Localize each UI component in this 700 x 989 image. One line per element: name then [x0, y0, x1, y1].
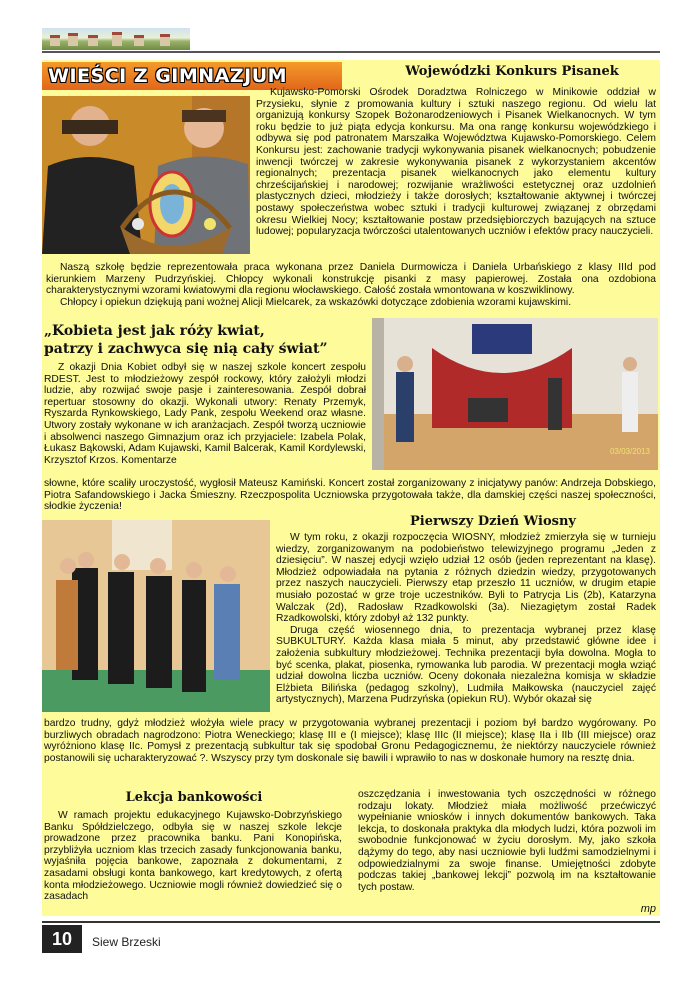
article2-full-width	[44, 478, 656, 513]
article4-paragraph-1: W ramach projektu edukacyjnego Kujawsko-Dobrzyńskiego Banku Spółdzielczego, odbyła się w naszej szkole lekcje prowadzone przez pracownika banku. Pani Konopińska, przybliżyła uczniom klas trzecich zasady funkcjonowania banku, wyjaśniła pojęcia bankowe, zapoznała z dokumentami, z zasadami obsługi konta bankowego, kart kredytowych, z ofertą konta młodzieżowego. Uczniowie mogli również dowiedzieć się o zasadach	[44, 810, 342, 903]
magazine-name: Siew Brzeski	[92, 935, 161, 949]
photo-date: 03/03/2013	[609, 447, 650, 456]
article4-right-column	[358, 789, 656, 893]
article3-full-width	[44, 718, 656, 764]
article2-paragraph-1: Z okazji Dnia Kobiet odbył się w naszej szkole koncert zespołu RDEST. Jest to młodzieżowy zespół rockowy, który założyli młodzi ludzie, aby rozwijać swoje pasje i zainteresowania. Zespół dobrał repertuar stosowny do okazji. Wykonali utwory: Renaty Przemyk, Ryszarda Rynkowskiego, Lady Pank, zespołu Weekend oraz własne. Utwory zostały wykonane w ich aranżacjach. Zespół tworzą uczniowie i absolwenci naszego Gimnazjum oraz ich przyjaciele: Izabela Polak, Łukasz Bąkowski, Adam Kujawski, Kamil Balcerak, Kamil Kordylewski, Krzysztof Krzos. Komentarze	[44, 362, 366, 466]
article2-paragraph-2: słowne, które scaliły uroczystość, wygłosił Mateusz Kamiński. Koncert został zorganizowany z inicjatywy panów: Andrzeja Dobskiego, Piotra Safandowskiego i Jacka Śmieszny. Rzeczpospolita Uczniowska przygotowała także, dla damskiej części naszej społeczności, słodkie życzenia!	[44, 478, 656, 513]
article2-title-line1: „Kobieta jest jak róży kwiat,	[44, 323, 265, 339]
article2-title-line2: patrzy i zachwyca się nią cały świat”	[44, 341, 328, 357]
article3-paragraph-2: Druga część wiosennego dnia, to prezentacja wybranej przez klasę SUBKULTURY. Każda klasa miała 5 minut, aby przedstawić główne idee i założenia subkultury młodzieżowej. Technika prezentacji była dowolna. Mogła to być scenka, plakat, piosenka, rymowanka lub parodia. W prezentacji mogła wziąć udział dowolna liczba uczniów. Oceny dokonała niezależna komisja w składzie Elżbieta Bilińska (pedagog szkolny), Ludmiła Małkowska (nauczyciel zajęć artystycznych), Marzena Pudrzyńska (opiekun RU). Wybór okazał się	[276, 624, 656, 706]
article3-paragraph-3: bardzo trudny, gdyż młodzież włożyła wiele pracy w przygotowania wybranej prezentacji i poziom był bardzo wygórowany. Po burzliwych obradach nagrodzono: Piotra Weneckiego; klasę III e (I miejsce); klasę IIIc (II miejsce); klasę IIa i IIb (III miejsce) oraz wyróżniono klasę IIc. Pomysł z prezentacją subkultur tak się spodobał Gronu Pedagogicznemu, że niektórzy nauczyciele również postanowili się ucharakteryzować ?. Wszyscy przy tym doskonale się bawili i wprawiło to nas w doskonałe humory na resztę dnia.	[44, 718, 656, 764]
article1-full-width	[46, 262, 656, 308]
article4-paragraph-2: oszczędzania i inwestowania tych oszczędności w różnego rodzaju lokaty. Młodzież miała możliwość przećwiczyć wypełnianie wniosków i innych dokumentów bankowych. Taka lekcja, to doskonała praktyka dla młodych ludzi, która pozwoli im swobodnie funkcjonować w życiu dorosłym. My, jako szkoła dążymy do tego, aby nasi uczniowie byli ludźmi samodzielnymi i odpowiedzialnymi za swoje finanse. Umiejętności zdobyte podczas takiej „bankowej lekcji” pozwolą im na kształtowanie tych postaw.	[358, 789, 656, 893]
article3-title: Pierwszy Dzień Wiosny	[410, 514, 576, 529]
article3-paragraph-1: W tym roku, z okazji rozpoczęcia WIOSNY, młodzież zmierzyła się w turnieju wiedzy, zorganizowanym na podobieństwo telewizyjnego programu „Jeden z dziesięciu”. W naszej edycji wzięło udział 12 osób (jeden reprezentant na klasę). Młodzież odpowiadała na pytania z różnych dziedzin wiedzy, przygotowanych przez naszych nauczycieli. Pierwszy etap przeszło 11 uczniów, w drugim etapie musiało pozostać w grze troje uczestników. Byli to Patrycja Lis (2b), Katarzyna Walczak (2d), Radosław Rzadkowolski (3a). Niezagiętym został Radek Rzadkowolski, który zdobył aż 132 punkty.	[276, 532, 656, 625]
author-signature: mp	[640, 903, 656, 915]
article4-title: Lekcja bankowości	[125, 790, 263, 805]
article2-left-column	[44, 362, 366, 466]
article1-right-column	[256, 87, 656, 238]
article3-right-column	[276, 532, 656, 706]
easter-egg-photo	[42, 96, 250, 254]
article4-left-column	[44, 810, 342, 903]
spring-day-photo	[42, 520, 270, 712]
page-number: 10	[42, 925, 82, 953]
concert-photo	[372, 318, 658, 470]
article2-title	[44, 322, 374, 358]
header-village-image	[42, 28, 190, 50]
article1-title: Wojewódzki Konkurs Pisanek	[405, 64, 619, 79]
article1-paragraph-1: Kujawsko-Pomorski Ośrodek Doradztwa Rolniczego w Minikowie oddział w Przysieku, słynie z promowania kultury i sztuki naszego regionu. Od wielu lat organizują konkursy Szopek Bożonarodzeniowych i Pisanek Wielkanocnych. W tym roku będzie to już piąta edycja konkursu. Ma ona rangę konkursu wojewódzkiego i odbywa się pod patronatem Marszałka Województwa Kujawsko-Pomorskiego. Celem Konkursu jest: zachowanie tradycji wykonywania pisanek wielkanocnych; pobudzenie inwencji twórczej w zakresie wykonywania pisanek z wykorzystaniem akcentów regionalnych; prezentacja pisanek wielkanocnych jako elementu kultury chrześcijańskiej i narodowej; rozwijanie wrażliwości estetycznej oraz uzdolnień plastycznych dzieci, młodzieży i także dorosłych; kształtowanie aktywnej i twórczej postawy społeczeństwa wobec sztuki i tradycji kulturowej związanej z obrzędami okresu Wielkiej Nocy; kształtowanie postaw przedsiębiorczych bazujących na sztuce ludowej; popularyzacja twórczości utalentowanych uczniów i efektów pracy nauczycieli.	[256, 87, 656, 238]
section-title: WIEŚCI Z GIMNAZJUM	[48, 65, 288, 87]
article1-paragraph-2: Naszą szkołę będzie reprezentowała praca wykonana przez Daniela Durmowicza i Daniela Urbańskiego z klasy IIId pod kierunkiem Marzeny Pudrzyńskiej. Chłopcy wykonali konstrukcję pisanki z masy papierowej. Została ona ozdobiona charakterystycznymi wzorami kwiatowymi dla regionu włocławskiego. Całość została wmontowana w koszwiklinowy.	[46, 262, 656, 297]
section-banner	[42, 62, 342, 90]
article1-paragraph-3: Chłopcy i opiekun dziękują pani wożnej Alicji Mielcarek, za wskazówki dotyczące zdobienia wzorami kujawskimi.	[60, 296, 572, 308]
header-rule	[42, 51, 660, 53]
footer-rule	[42, 921, 660, 923]
